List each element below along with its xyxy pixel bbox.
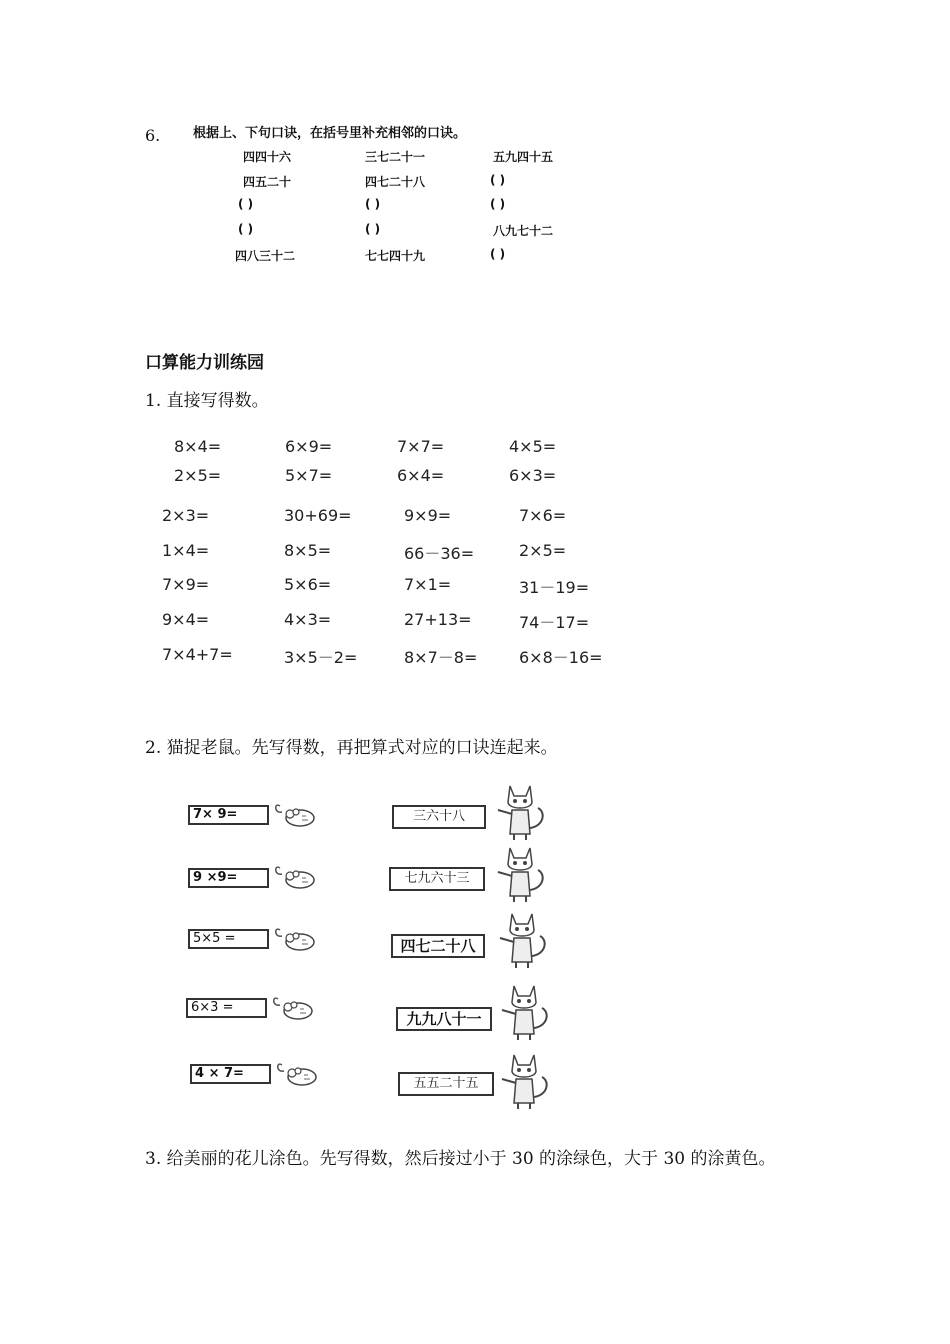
rhyme-box[interactable]: 三六十八 <box>392 805 486 829</box>
rhyme-cell: 四七二十八 <box>365 175 426 189</box>
rhyme-blank[interactable]: ( ) <box>365 222 381 236</box>
question-1-title: 1. 直接写得数。 <box>145 391 269 411</box>
rhyme-blank[interactable]: ( ) <box>490 173 506 187</box>
rhyme-box[interactable]: 四七二十八 <box>391 934 485 958</box>
math-problem[interactable]: 6×9= <box>285 437 333 456</box>
math-problem[interactable]: 30+69= <box>284 506 352 525</box>
mouse-icon[interactable] <box>272 800 318 830</box>
section-title: 口算能力训练园 <box>145 353 264 373</box>
math-problem[interactable]: 4×5= <box>509 437 557 456</box>
math-problem[interactable]: 7×7= <box>397 437 445 456</box>
cat-icon[interactable] <box>496 1050 554 1112</box>
math-problem[interactable]: 5×6= <box>284 575 332 594</box>
math-problem[interactable]: 31－19= <box>519 578 590 597</box>
cat-icon[interactable] <box>492 782 550 842</box>
math-problem[interactable]: 2×3= <box>162 506 210 525</box>
question-6-instruction: 根据上、下句口诀，在括号里补充相邻的口诀。 <box>193 126 467 141</box>
rhyme-cell: 五九四十五 <box>493 150 554 164</box>
math-problem[interactable]: 6×8－16= <box>519 648 603 667</box>
math-problem[interactable]: 4×3= <box>284 610 332 629</box>
math-problem[interactable]: 2×5= <box>174 466 222 485</box>
question-6-number: 6. <box>145 126 161 145</box>
math-problem[interactable]: 8×5= <box>284 541 332 560</box>
rhyme-blank[interactable]: ( ) <box>490 247 506 261</box>
rhyme-cell: 七七四十九 <box>365 249 426 263</box>
rhyme-box[interactable]: 九九八十一 <box>396 1007 492 1031</box>
rhyme-cell: 四五二十 <box>243 175 292 189</box>
mouse-icon[interactable] <box>272 862 318 892</box>
rhyme-blank[interactable]: ( ) <box>365 197 381 211</box>
math-problem[interactable]: 2×5= <box>519 541 567 560</box>
equation-box[interactable]: 9 ×9= <box>188 868 269 888</box>
rhyme-cell: 四八三十二 <box>235 249 296 263</box>
math-problem[interactable]: 7×9= <box>162 575 210 594</box>
cat-icon[interactable] <box>496 982 554 1042</box>
equation-box[interactable]: 6×3 = <box>186 998 267 1018</box>
math-problem[interactable]: 7×1= <box>404 575 452 594</box>
cat-icon[interactable] <box>492 844 550 904</box>
equation-box[interactable]: 4 × 7= <box>190 1064 271 1084</box>
rhyme-blank[interactable]: ( ) <box>238 197 254 211</box>
question-3-title: 3. 给美丽的花儿涂色。先写得数，然后接过小于 30 的涂绿色，大于 30 的涂黄色。 <box>145 1149 776 1169</box>
math-problem[interactable]: 8×4= <box>174 437 222 456</box>
rhyme-box[interactable]: 五五二十五 <box>398 1072 494 1096</box>
mouse-icon[interactable] <box>270 993 316 1023</box>
math-problem[interactable]: 7×6= <box>519 506 567 525</box>
math-problem[interactable]: 5×7= <box>285 466 333 485</box>
cat-icon[interactable] <box>494 908 552 972</box>
math-problem[interactable]: 3×5－2= <box>284 648 358 667</box>
math-problem[interactable]: 66－36= <box>404 544 475 563</box>
question-2-title: 2. 猫捉老鼠。先写得数，再把算式对应的口诀连起来。 <box>145 738 558 758</box>
math-problem[interactable]: 8×7－8= <box>404 648 478 667</box>
rhyme-cell: 三七二十一 <box>365 150 426 164</box>
mouse-icon[interactable] <box>272 924 318 954</box>
math-problem[interactable]: 74－17= <box>519 613 590 632</box>
math-problem[interactable]: 6×4= <box>397 466 445 485</box>
rhyme-box[interactable]: 七九六十三 <box>389 867 485 891</box>
rhyme-blank[interactable]: ( ) <box>238 222 254 236</box>
math-problem[interactable]: 9×4= <box>162 610 210 629</box>
math-problem[interactable]: 27+13= <box>404 610 472 629</box>
rhyme-cell: 四四十六 <box>243 150 292 164</box>
rhyme-cell: 八九七十二 <box>493 224 554 238</box>
rhyme-blank[interactable]: ( ) <box>490 197 506 211</box>
mouse-icon[interactable] <box>274 1059 320 1089</box>
math-problem[interactable]: 6×3= <box>509 466 557 485</box>
math-problem[interactable]: 7×4+7= <box>162 645 233 664</box>
equation-box[interactable]: 5×5 = <box>188 929 269 949</box>
math-problem[interactable]: 9×9= <box>404 506 452 525</box>
math-problem[interactable]: 1×4= <box>162 541 210 560</box>
equation-box[interactable]: 7× 9= <box>188 805 269 825</box>
